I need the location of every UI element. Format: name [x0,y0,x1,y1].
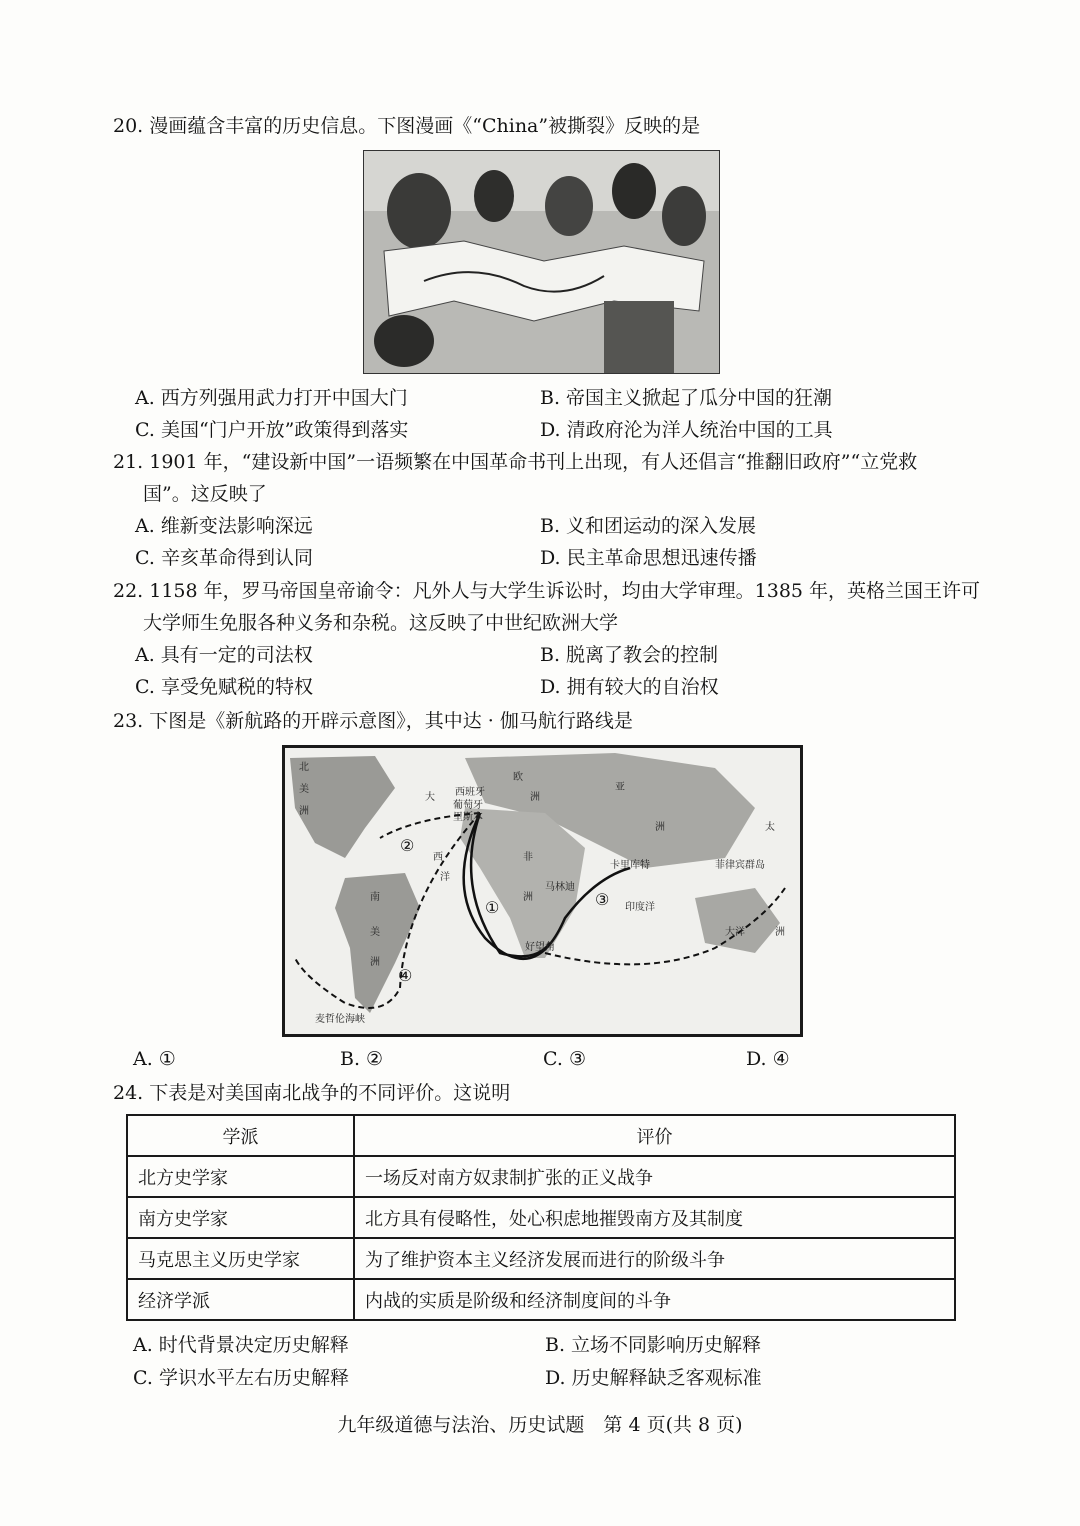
q20-option-a: A. 西方列强用武力打开中国大门 [135,387,408,409]
label-spain: 西班牙 [455,787,485,798]
q21-option-d: D. 民主革命思想迅速传播 [540,547,757,569]
label-lisbon: 里斯本 [453,812,483,823]
label-oceania: 大洋 [725,927,745,938]
row3-school: 马克思主义历史学家 [127,1238,354,1279]
q22-option-b: B. 脱离了教会的控制 [540,644,719,666]
route-marker-1: ① [485,898,500,917]
q23-option-a: A. ① [133,1048,176,1070]
australia-shape [695,888,780,953]
q24-option-a: A. 时代背景决定历史解释 [133,1334,349,1356]
row3-evaluation: 为了维护资本主义经济发展而进行的阶级斗争 [354,1238,955,1279]
evaluation-table [126,1114,956,1321]
row1-school: 北方史学家 [127,1156,354,1197]
label-zhou6: 洲 [775,927,785,938]
q23-option-c: C. ③ [543,1048,586,1070]
label-mei2: 美 [370,927,380,938]
route-marker-4: ④ [398,966,413,985]
q22-stem-line1: 22. 1158 年，罗马帝国皇帝谕令：凡外人与大学生诉讼时，均由大学审理。1385 年，英格兰国王许可 [113,580,981,602]
label-cape: 好望角 [525,942,555,953]
label-ou: 欧 [513,772,523,783]
label-philippines: 菲律宾群岛 [715,860,765,871]
label-zhou4: 洲 [655,822,665,833]
label-zhou5: 洲 [523,892,533,903]
q21-option-c: C. 辛亥革命得到认同 [135,547,313,569]
label-portugal: 葡萄牙 [453,800,483,811]
table-row [127,1279,955,1320]
header-school: 学派 [127,1115,354,1156]
table-row [127,1197,955,1238]
q22-option-a: A. 具有一定的司法权 [135,644,313,666]
table-header-row [127,1115,955,1156]
label-america1: 美 [299,784,309,795]
label-fei: 非 [523,852,533,863]
q21-option-a: A. 维新变法影响深远 [135,515,313,537]
route-marker-2: ② [400,836,415,855]
q22-option-c: C. 享受免赋税的特权 [135,676,313,698]
map-graphic [285,748,800,1034]
q21-option-b: B. 义和团运动的深入发展 [540,515,757,537]
new-sea-route-map [282,745,803,1037]
row2-evaluation: 北方具有侵略性，处心积虑地摧毁南方及其制度 [354,1197,955,1238]
cartoon-illustration [364,151,719,373]
label-zhou3: 洲 [530,792,540,803]
label-yang: 洋 [440,872,450,883]
row4-evaluation: 内战的实质是阶级和经济制度间的斗争 [354,1279,955,1320]
label-malindi: 马林迪 [545,882,575,893]
label-zhou1: 洲 [299,806,309,817]
q23-stem: 23. 下图是《新航路的开辟示意图》，其中达 · 伽马航行路线是 [113,710,633,732]
label-pacific: 太 [765,822,775,833]
cartoon-image [363,150,720,374]
row1-evaluation: 一场反对南方奴隶制扩张的正义战争 [354,1156,955,1197]
label-nan: 南 [370,892,380,903]
q20-option-b: B. 帝国主义掀起了瓜分中国的狂潮 [540,387,833,409]
q24-option-c: C. 学识水平左右历史解释 [133,1367,349,1389]
route-marker-3: ③ [595,890,610,909]
row4-school: 经济学派 [127,1279,354,1320]
q24-option-b: B. 立场不同影响历史解释 [545,1334,762,1356]
header-evaluation: 评价 [354,1115,955,1156]
q22-stem-line2: 大学师生免服各种义务和杂税。这反映了中世纪欧洲大学 [143,612,619,634]
label-magellan: 麦哲伦海峡 [315,1014,365,1025]
page-footer: 九年级道德与法治、历史试题 第 4 页(共 8 页) [337,1414,743,1436]
q20-option-d: D. 清政府沦为洋人统治中国的工具 [540,419,833,441]
q20-option-c: C. 美国“门户开放”政策得到落实 [135,419,409,441]
label-zhou2: 洲 [370,957,380,968]
row2-school: 南方史学家 [127,1197,354,1238]
q23-option-d: D. ④ [746,1048,790,1070]
label-calicut: 卡里库特 [610,860,650,871]
q21-stem-line2: 国”。这反映了 [143,483,267,505]
q24-stem: 24. 下表是对美国南北战争的不同评价。这说明 [113,1082,511,1104]
label-indian-ocean: 印度洋 [625,902,655,913]
label-north: 北 [299,762,309,773]
q24-option-d: D. 历史解释缺乏客观标准 [545,1367,762,1389]
label-xi: 西 [433,852,443,863]
q21-stem-line1: 21. 1901 年，“建设新中国”一语频繁在中国革命书刊上出现，有人还倡言“推翻旧政府”“立党救 [113,451,918,473]
label-ya: 亚 [615,782,625,793]
label-da: 大 [425,792,435,803]
table-row [127,1238,955,1279]
q22-option-d: D. 拥有较大的自治权 [540,676,719,698]
q23-option-b: B. ② [340,1048,384,1070]
q20-stem: 20. 漫画蕴含丰富的历史信息。下图漫画《“China”被撕裂》反映的是 [113,115,701,137]
table-row [127,1156,955,1197]
